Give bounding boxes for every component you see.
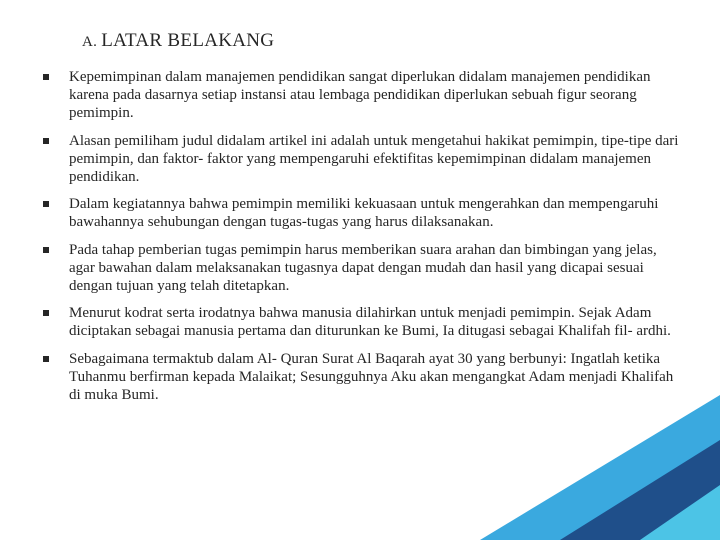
square-bullet-icon — [43, 356, 49, 362]
bullet-item — [43, 350, 683, 405]
bullet-text: Pada tahap pemberian tugas pemimpin harus memberikan suara arahan dan bimbingan yang jelas, agar bawahan dalam melaksanakan tugasnya dapat dengan mudah dan hasil yang dicapai sesuai dengan tujuan yang telah ditetapkan. — [69, 241, 657, 295]
square-bullet-icon — [43, 247, 49, 253]
title-prefix: A. — [82, 34, 98, 50]
bullet-text: Alasan pemiliham judul didalam artikel ini adalah untuk mengetahui hakikat pemimpin, tipe-tipe dari pemimpin, dan faktor- faktor yang mempengaruhi efektifitas kepemimpinan didalam manajemen pendidikan. — [69, 132, 679, 186]
bullet-text: Kepemimpinan dalam manajemen pendidikan sangat diperlukan didalam manajemen pendidikan karena pada dasarnya setiap instansi atau lembaga pendidikan diperlukan sebuah figur seorang pemimpin. — [69, 69, 651, 122]
bullet-item — [43, 132, 683, 187]
slide-title — [82, 30, 274, 52]
bullet-item — [43, 68, 683, 123]
square-bullet-icon — [43, 138, 49, 144]
bullet-text: Menurut kodrat serta irodatnya bahwa manusia dilahirkan untuk menjadi pemimpin. Sejak Adam diciptakan sebagai manusia pertama dan diturunkan ke Bumi, Ia ditugasi sebagai Khalifah fil- ardhi. — [69, 305, 671, 340]
square-bullet-icon — [43, 310, 49, 316]
bullet-text: Sebagaimana termaktub dalam Al- Quran Surat Al Baqarah ayat 30 yang berbunyi: Ingatlah ketika Tuhanmu berfirman kepada Malaikat; Sesungguhnya Aku akan mengangkat Adam menjadi Khalifah di muka Bumi. — [69, 350, 674, 404]
bullet-item — [43, 304, 683, 340]
title-text: LATAR BELAKANG — [101, 30, 275, 51]
bullet-item — [43, 241, 683, 296]
bullet-list — [43, 68, 683, 413]
bullet-item — [43, 195, 683, 231]
bullet-text: Dalam kegiatannya bahwa pemimpin memiliki kekuasaan untuk mengerahkan dan mempengaruhi bawahannya sehubungan dengan tugas-tugas yang harus dilaksanakan. — [69, 196, 659, 231]
square-bullet-icon — [43, 74, 49, 80]
square-bullet-icon — [43, 201, 49, 207]
